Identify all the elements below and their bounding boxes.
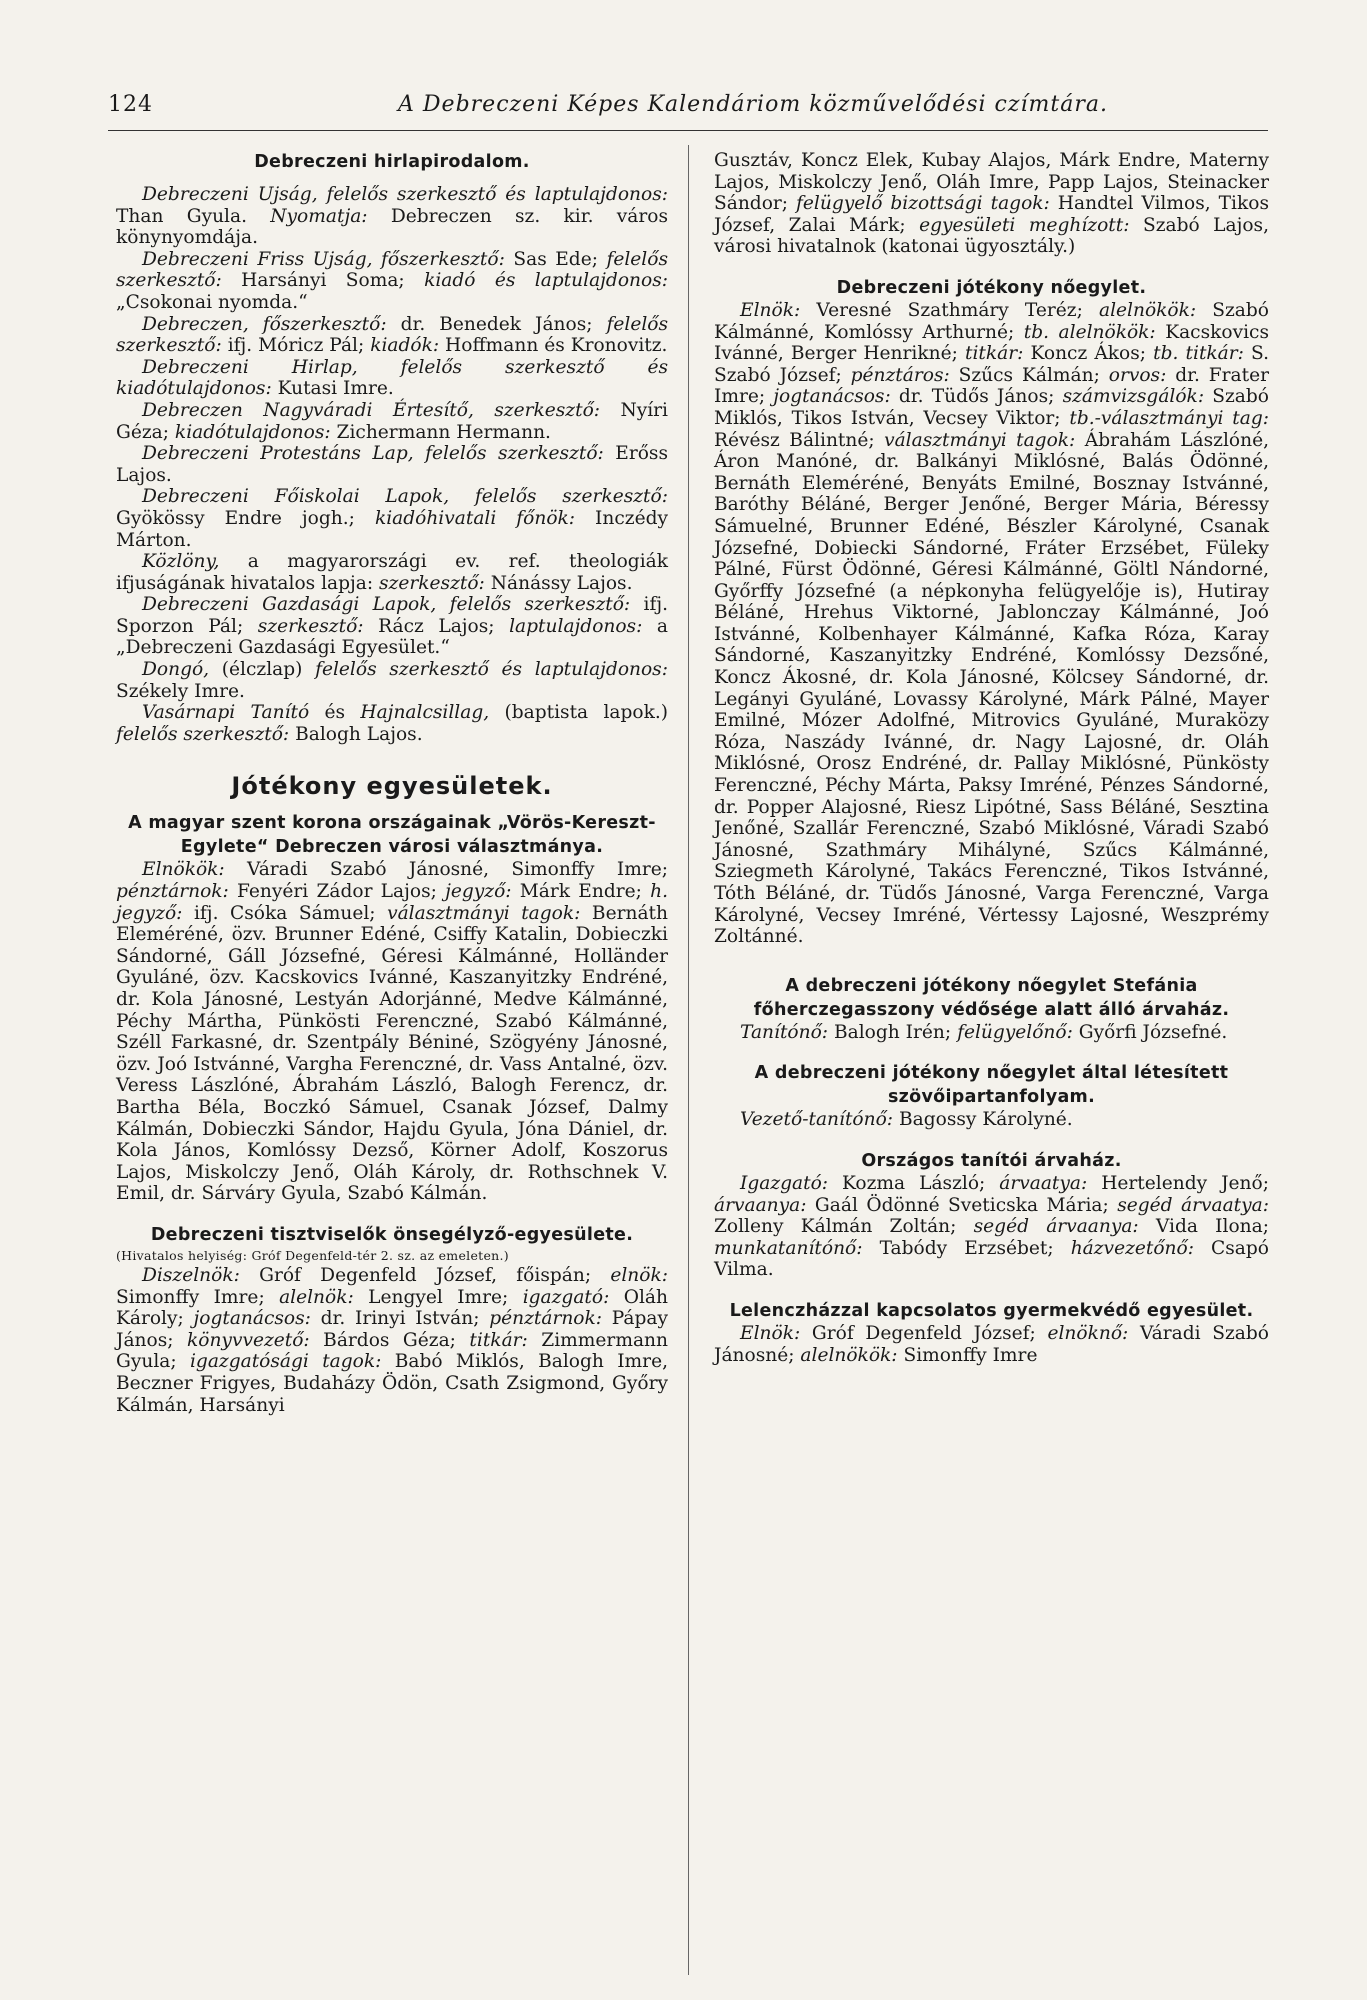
text-run: dr. Tüdős János; <box>890 386 1063 408</box>
text-run: Fenyéri Zádor Lajos; <box>228 881 446 903</box>
section-heading-arvahaz: A debreczeni jótékony nőegylet Stefánia főherczegasszony védősége alatt álló árvaház. <box>753 975 1230 1020</box>
role-label: titkár: <box>469 1329 528 1351</box>
list-item <box>116 594 668 659</box>
text-run: (baptista lapok.) <box>489 702 669 724</box>
text-run: Gaál Ödönné Sveticska Mária; <box>806 1194 1118 1216</box>
section-heading-voros-kereszt: A magyar szent korona országainak „Vörös-Kereszt-Egylete“ Debreczen városi választmánya. <box>128 813 656 858</box>
role-label: pénztárnok: <box>116 881 229 903</box>
text-run: Bernáth Eleméréné, özv. Brunner Edéné, Csiffy Katalin, Dobieczki Sándorné, Gáll Józsefné, Géresi Kálmánné, Holländer Gyuláné, özv. Kacskovics Ivánné, Kaszanyitzky Endréné, dr. Kola Jánosné, Lestyán Adorjánné, Medve Kálmánné, Péchy Mártha, Pünkösti Ferenczné, Szabó Kálmánné, Széll Farkasné, dr. Szentpály Béniné, Szögyény Jánosné, özv. Joó Istvánné, Vargha Ferenczné, dr. Vass Antalné, özv. Veress Lászlóné, Ábrahám László, Balogh Ferencz, dr. Bartha Béla, Boczkó Sámuel, Csanak József, Dalmy Kálmán, Dobieczki Sándor, Hajdu Gyula, Jóna Dániel, dr. Kola János, Komlóssy Dezső, Körner Adolf, Koszorus Lajos, Miskolczy Jenő, Oláh Károly, dr. Rothschnek V. Emil, dr. Sárváry Gyula, Szabó Kálmán. <box>116 902 668 1205</box>
role-label: Nyomatja: <box>270 205 368 227</box>
role-label: felelős szerkesztő: <box>116 248 668 292</box>
text-run: ifj. Sporzon Pál; <box>116 594 668 637</box>
role-label: számvizsgálók: <box>1062 386 1205 408</box>
text-run: Nánássy Lajos. <box>484 572 633 594</box>
role-label: h. jegyző: <box>116 881 668 924</box>
page-number: 124 <box>108 92 153 117</box>
continuation-text <box>714 150 1269 258</box>
role-label: egyesületi meghízott: <box>919 214 1130 236</box>
role-label: laptulajdonos: <box>509 615 643 637</box>
role-label: titkár: <box>964 343 1024 365</box>
running-title: A Debreczeni Képes Kalendáriom közművelődési czímtára. <box>398 92 1108 117</box>
role-label: pénztárnok: <box>489 1308 603 1330</box>
role-label: kiadóhivatali főnök: <box>374 507 576 529</box>
role-label: Elnökök: <box>142 859 225 881</box>
role-label: jogtanácsos: <box>193 1308 311 1330</box>
arvahaz-text <box>714 1022 1269 1044</box>
text-run: Sas Ede; <box>504 248 607 270</box>
role-label: munkatanítónő: <box>714 1237 863 1259</box>
text-run: Balogh Irén; <box>828 1021 958 1043</box>
role-label: Közlöny, <box>142 551 220 573</box>
text-run: Szabó Miklós, Tikos István, Vecsey Viktor; <box>714 386 1269 429</box>
role-label: könyvvezető: <box>187 1329 310 1351</box>
role-label: alelnökök: <box>800 1344 898 1366</box>
role-label: tb. titkár: <box>1153 343 1244 365</box>
tisztviselok-note: (Hivatalos helyiség: Gróf Degenfeld-tér 2. sz. az emeleten.) <box>116 1247 509 1263</box>
role-label: Debreczeni Ujság, felelős szerkesztő és laptulajdonos: <box>142 184 668 205</box>
right-column <box>714 150 1269 1366</box>
role-label: Debreczeni Hirlap, felelős szerkesztő és kiadótulajdonos: <box>116 356 668 400</box>
role-label: árvaanya: <box>714 1194 807 1216</box>
lelenczhaz-text <box>714 1323 1269 1366</box>
role-label: Vasárnapi Tanító <box>142 702 310 724</box>
running-header <box>108 92 1268 126</box>
section-heading-hirlapirodalom: Debreczeni hirlapirodalom. <box>254 152 530 172</box>
text-run: Than Gyula. <box>116 205 271 227</box>
text-run: Ábrahám Lászlóné, Áron Manóné, dr. Balkányi Miklósné, Balás Ödönné, Bernáth Eleméréné, Benyáts Emilné, Bosznay Istvánné, Baróthy Béláné, Berger Jenőné, Berger Mária, Béressy Sámuelné, Brunner Edéné, Bészler Károlyné, Csanak Józsefné, Dobiecki Sándorné, Fráter Erzsébet, Füleky Pálné, Fürst Ödönné, Géresi Kálmánné, Göltl Nándorné, Győrffy Józsefné (a népkonyha felügyelője is), Hutiray Béláné, Hrehus Viktorné, Jablonczay Kálmánné, Joó Istvánné, Kolbenhayer Kálmánné, Kafka Róza, Karay Sándorné, Kaszanyitzky Endréné, Komlóssy Dezsőné, Koncz Ákosné, dr. Kola Jánosné, Kölcsey Sándorné, dr. Legányi Gyuláné, Lovassy Károlyné, Márk Pálné, Mayer Emilné, Mózer Adolfné, Mitrovics Gyuláné, Muraközy Róza, Naszády Ivánné, dr. Nagy Lajosné, dr. Oláh Miklósné, Orosz Endréné, dr. Pallay Miklósné, Pünkösty Ferenczné, Péchy Márta, Paksy Imréné, Pénzes Sándorné, dr. Popper Alajosné, Riesz Lipótné, Sass Béláné, Sesztina Jenőné, Szallár Ferenczné, Szabó Miklósné, Váradi Szabó Jánosné, Szathmáry Mihályné, Szűcs Kálmánné, Sziegmeth Károlyné, Takács Ferenczné, Tikos Istvánné, Tóth Béláné, dr. Tüdős Jánosné, Varga Ferenczné, Varga Károlyné, Vecsey Imréné, Vértessy Lajosné, Weszprémy Zoltánné. <box>714 429 1270 948</box>
role-label: Igazgató: <box>740 1172 829 1194</box>
tanitoi-arvahaz-text <box>714 1173 1269 1281</box>
text-run: Babó Miklós, Balogh Imre, Beczner Frigyes, Budaházy Ödön, Csath Zsigmond, Győry Kálmán, Harsányi <box>116 1351 668 1416</box>
section-heading-lelenczhaz: Lelenczházzal kapcsolatos gyermekvédő egyesület. <box>729 1300 1254 1321</box>
text-run: ifj. Csóka Sámuel; <box>182 902 388 924</box>
role-label: igazgató: <box>522 1286 610 1308</box>
text-run: Zolleny Kálmán Zoltán; <box>714 1216 974 1238</box>
text-run: Szabó Lajos, városi hivatalnok (katonai ügyosztály.) <box>714 214 1269 258</box>
role-label: Elnök: <box>740 299 801 321</box>
list-item <box>116 184 668 249</box>
list-item <box>116 659 668 702</box>
role-label: árvaatya: <box>999 1172 1088 1194</box>
role-label: Hajnalcsillag, <box>360 702 490 724</box>
list-item <box>116 314 668 357</box>
text-run: Bárdos Géza; <box>309 1329 470 1351</box>
text-run: Debreczen sz. kir. város könynyomdája. <box>116 205 668 249</box>
text-run: Csapó Vilma. <box>714 1237 1269 1281</box>
role-label: Elnök: <box>740 1322 801 1344</box>
role-label: felelős szerkesztő: <box>116 723 290 745</box>
list-item <box>116 357 668 400</box>
list-item <box>116 702 668 745</box>
text-run: Gróf Degenfeld József, főispán; <box>239 1264 611 1286</box>
text-run: és <box>309 702 361 724</box>
role-label: Tanítónő: <box>740 1021 829 1043</box>
text-run: dr. Irinyi István; <box>310 1308 490 1330</box>
text-run: Veresné Szathmáry Teréz; <box>800 299 1099 321</box>
text-run: Márk Endre; <box>511 881 651 903</box>
list-item <box>116 443 668 486</box>
text-run: Gusztáv, Koncz Elek, Kubay Alajos, Márk Endre, Materny Lajos, Miskolczy Jenő, Oláh Imre, Papp Lajos, Steinacker Sándor; <box>714 150 1269 215</box>
text-run: Tabódy Erzsébet; <box>862 1237 1071 1259</box>
text-run: Simonffy Imre; <box>116 1286 280 1308</box>
text-run: Inczédy Márton. <box>116 507 668 551</box>
role-label: pénztáros: <box>850 364 950 386</box>
role-label: Debreczeni Gazdasági Lapok, felelős szerkesztő: <box>142 594 631 616</box>
role-label: segéd árvaatya: <box>1117 1194 1269 1216</box>
role-label: kiadók: <box>370 335 440 357</box>
text-run: Vida Ilona; <box>1138 1216 1269 1238</box>
list-item <box>116 551 668 594</box>
text-run: Balogh Lajos. <box>289 723 423 745</box>
text-run: Harsányi Soma; <box>221 270 425 292</box>
text-run: Váradi Szabó Jánosné, Simonffy Imre; <box>224 859 668 881</box>
role-label: kiadótulajdonos: <box>174 421 331 443</box>
role-label: választmányi tagok: <box>387 902 581 924</box>
text-run: Zichermann Hermann. <box>330 421 551 443</box>
role-label: Debreczeni Protestáns Lap, felelős szerkesztő: <box>142 443 604 465</box>
jotekony-egyesuletek-heading: Jótékony egyesületek. <box>231 772 553 801</box>
role-label: igazgatósági tagok: <box>189 1351 382 1373</box>
role-label: tb.-választmányi tag: <box>1069 407 1270 429</box>
role-label: Debreczen, főszerkesztő: <box>142 313 387 335</box>
list-item <box>116 249 668 314</box>
text-run: Szűcs Kálmán; <box>949 364 1109 386</box>
role-label: Debreczeni Főiskolai Lapok, felelős szerkesztő: <box>142 486 668 508</box>
list-item <box>116 486 668 551</box>
text-run: Lengyel Imre; <box>353 1286 523 1308</box>
role-label: orvos: <box>1108 364 1167 386</box>
text-run: Handtel Vilmos, Tikos József, Zalai Márk; <box>714 193 1269 236</box>
text-run: dr. Benedek János; <box>386 313 607 335</box>
text-run: Kozma László; <box>828 1172 1000 1194</box>
role-label: Diszelnök: <box>142 1264 240 1286</box>
role-label: felügyelő bizottsági tagok: <box>796 193 1050 215</box>
text-run: Kutasi Imre. <box>271 378 394 400</box>
text-run: Zimmermann Gyula; <box>116 1329 668 1373</box>
text-run: Simonffy Imre <box>897 1344 1038 1366</box>
text-run: dr. Frater Imre; <box>714 364 1270 408</box>
section-heading-noegylet: Debreczeni jótékony nőegylet. <box>836 277 1147 298</box>
text-run: Váradi Szabó Jánosné; <box>714 1322 1269 1366</box>
text-run: Székely Imre. <box>116 680 245 702</box>
text-run: Gróf Degenfeld József; <box>800 1322 1048 1344</box>
text-run: Koncz Ákos; <box>1023 343 1154 365</box>
section-heading-tisztviselok: Debreczeni tisztviselők önsegélyző-egyesülete. <box>150 1224 634 1245</box>
role-label: szerkesztő: <box>257 615 364 637</box>
role-label: Dongó, <box>142 659 210 681</box>
text-run: Győrfi Józsefné. <box>1072 1021 1228 1043</box>
role-label: felelős szerkesztő és laptulajdonos: <box>315 659 668 681</box>
text-run: Rácz Lajos; <box>363 615 510 637</box>
left-column <box>116 150 668 1416</box>
role-label: felelős szerkesztő: <box>116 313 669 357</box>
role-label: kiadó és laptulajdonos: <box>424 270 669 292</box>
text-run: Nyíri Géza; <box>116 399 669 443</box>
role-label: Vezető-tanítónő: <box>740 1109 894 1131</box>
noegylet-text <box>714 300 1269 948</box>
text-run: a magyarországi ev. ref. theologiák ifjuságának hivatalos lapja: <box>116 551 668 594</box>
role-label: tb. alelnökök: <box>1023 321 1156 343</box>
voros-kereszt-text <box>116 859 668 1205</box>
text-run: (élczlap) <box>209 659 316 681</box>
tisztviselok-text <box>116 1265 668 1416</box>
role-label: házvezetőnő: <box>1070 1237 1194 1259</box>
role-label: alelnök: <box>279 1286 354 1308</box>
role-label: jogtanácsos: <box>773 386 891 408</box>
role-label: segéd árvaanya: <box>973 1216 1139 1238</box>
szovoipar-text <box>714 1109 1269 1131</box>
role-label: szerkesztő: <box>379 572 485 594</box>
section-heading-tanitoi-arvahaz: Országos tanítói árvaház. <box>861 1150 1122 1171</box>
text-run: Szabó Kálmánné, Komlóssy Arthurné; <box>714 299 1269 343</box>
role-label: elnök: <box>610 1264 668 1286</box>
text-run: S. Szabó József; <box>714 343 1270 386</box>
text-run: Hoffmann és Kronovitz. <box>439 335 668 357</box>
list-item <box>116 400 668 443</box>
role-label: választmányi tagok: <box>884 429 1076 451</box>
text-run: „Csokonai nyomda.“ <box>116 291 308 313</box>
role-label: Debreczen Nagyváradi Értesítő, szerkesztő: <box>142 399 601 421</box>
text-run: Révész Bálintné; <box>714 429 885 451</box>
role-label: elnöknő: <box>1047 1322 1129 1344</box>
hirlap-entries <box>116 184 668 745</box>
text-run: Oláh Károly; <box>116 1286 668 1330</box>
header-rule <box>108 130 1268 131</box>
text-run: ifj. Móricz Pál; <box>221 335 371 357</box>
role-label: Debreczeni Friss Ujság, főszerkesztő: <box>142 248 505 270</box>
text-run: a „Debreczeni Gazdasági Egyesület.“ <box>116 615 669 659</box>
text-run: Erőss Lajos. <box>116 443 668 486</box>
role-label: jegyző: <box>445 881 512 903</box>
role-label: felügyelőnő: <box>957 1021 1073 1043</box>
text-run: Bagossy Károlyné. <box>893 1109 1073 1131</box>
role-label: alelnökök: <box>1098 299 1197 321</box>
text-run: Gyökössy Endre jogh.; <box>116 507 375 529</box>
text-run: Kacskovics Ivánné, Berger Henrikné; <box>714 321 1269 365</box>
section-heading-szovoipar: A debreczeni jótékony nőegylet által létesített szövőipartanfolyam. <box>754 1063 1229 1108</box>
text-run: Pápay János; <box>116 1308 668 1351</box>
text-run: Hertelendy Jenő; <box>1087 1172 1269 1194</box>
column-divider <box>688 145 689 1975</box>
